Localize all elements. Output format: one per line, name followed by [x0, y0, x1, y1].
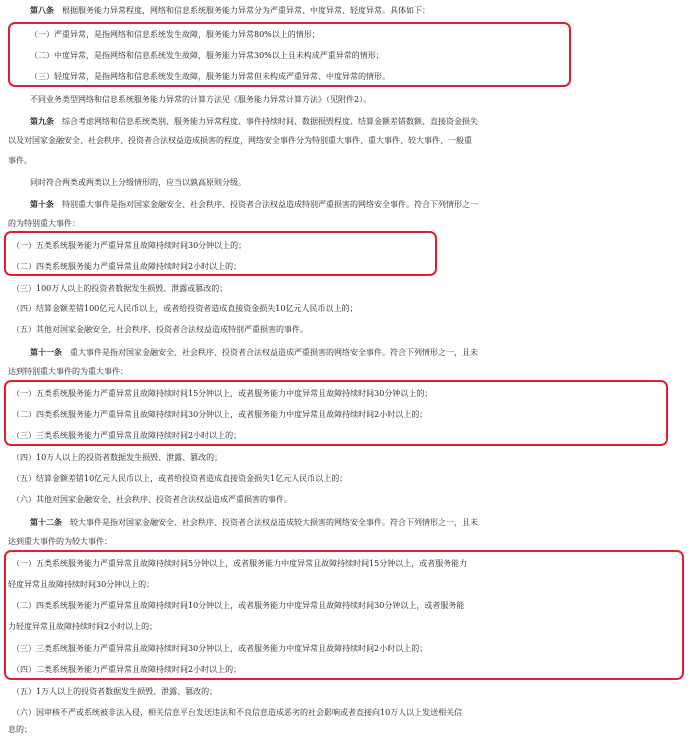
- article-10-line-1: [0, 196, 700, 213]
- article-12-item-6: （六）因审核不严或系统被非法入侵，相关信息平台发送违法和不良信息造成恶劣的社会影响或者直接向10万人以上发送相关信: [12, 708, 463, 717]
- article-text: 特别重大事件是指对国家金融安全、社会秩序、投资者合法权益造成特别严重损害的网络安全事件。符合下列情形之一: [62, 200, 478, 209]
- article-label: 第十二条: [30, 517, 62, 527]
- article-8-heading: [0, 2, 700, 19]
- article-12-line-2: 达到重大事件的为较大事件：: [8, 537, 112, 546]
- highlight-box-article-11: [4, 380, 668, 446]
- article-10-item-1: （一）五类系统服务能力严重异常且故障持续时间30分钟以上的；: [12, 241, 247, 250]
- article-12-item-1-cont: 轻度异常且故障持续时间30分钟以上的；: [8, 580, 155, 589]
- article-text: 综合考虑网络和信息系统类别、服务能力异常程度、事件持续时间、数据损毁程度、结算金额差错数额、直接资金损失: [62, 117, 478, 126]
- article-9-line-1: [0, 113, 700, 130]
- article-12-item-4: （四）二类系统服务能力严重异常且故障持续时间2小时以上的；: [12, 665, 242, 674]
- article-12-item-1: （一）五类系统服务能力严重异常且故障持续时间5分钟以上，或者服务能力中度异常且故障持续时间15分钟以上，或者服务能力: [12, 559, 468, 568]
- article-12-item-2: （二）四类系统服务能力严重异常且故障持续时间10分钟以上，或者服务能力中度异常且故障持续时间30分钟以上，或者服务能: [12, 601, 465, 610]
- article-8-note: 不同业务类型网络和信息系统服务能力异常的计算方法见《服务能力异常计算方法》（见附件2）。: [30, 95, 372, 104]
- article-11-item-1: （一）五类系统服务能力严重异常且故障持续时间15分钟以上，或者服务能力中度异常且故障持续时间30分钟以上的；: [12, 389, 433, 398]
- highlight-box-article-8: [8, 22, 571, 87]
- article-12-item-3: （三）三类系统服务能力严重异常且故障持续时间30分钟以上，或者服务能力中度异常且故障持续时间2小时以上的；: [12, 644, 428, 653]
- article-text: 重大事件是指对国家金融安全、社会秩序、投资者合法权益造成严重损害的网络安全事件。符合下列情形之一，且未: [70, 348, 478, 357]
- article-8-item-1: （一）严重异常，是指网络和信息系统发生故障，服务能力异常80%以上的情形；: [30, 30, 320, 39]
- article-11-item-4: （四）10万人以上的投资者数据发生损毁、泄露、篡改的；: [12, 453, 223, 462]
- article-9-line-2: 以及对国家金融安全、社会秩序、投资者合法权益造成损害的程度，网络安全事件分为特别重大事件、重大事件、较大事件、一般重: [8, 136, 472, 145]
- highlight-box-article-12: [4, 550, 684, 680]
- highlight-box-article-10: [4, 231, 437, 276]
- article-label: 第九条: [30, 116, 54, 126]
- article-8-item-3: （三）轻度异常，是指网络和信息系统发生故障，服务能力异常但未构成严重异常、中度异常的情形。: [30, 72, 390, 81]
- article-text: 较大事件是指对国家金融安全、社会秩序、投资者合法权益造成较大损害的网络安全事件。符合下列情形之一，且未: [70, 518, 478, 527]
- article-12-item-5: （五）1万人以上的投资者数据发生损毁、泄露、篡改的；: [12, 687, 218, 696]
- article-10-item-4: （四）结算金额差错100亿元人民币以上，或者给投资者造成直接资金损失10亿元人民币以上的；: [12, 304, 358, 313]
- article-label: 第十条: [30, 199, 54, 209]
- article-9-line-3: 事件。: [8, 156, 32, 165]
- article-10-item-5: （五）其他对国家金融安全、社会秩序、投资者合法权益造成特别严重损害的事件。: [12, 325, 308, 334]
- article-11-item-2: （二）四类系统服务能力严重异常且故障持续时间30分钟以上，或者服务能力中度异常且故障持续时间2小时以上的；: [12, 410, 428, 419]
- article-11-line-2: 达到特别重大事件的为重大事件：: [8, 367, 128, 376]
- article-11-item-3: （三）三类系统服务能力严重异常且故障持续时间2小时以上的；: [12, 431, 242, 440]
- article-8-item-2: （二）中度异常，是指网络和信息系统发生故障，服务能力异常30%以上且未构成严重异常的情形；: [30, 51, 384, 60]
- article-11-line-1: [0, 344, 700, 361]
- article-11-item-6: （六）其他对国家金融安全、社会秩序、投资者合法权益造成严重损害的事件。: [12, 495, 292, 504]
- article-10-item-2: （二）四类系统服务能力严重异常且故障持续时间2小时以上的；: [12, 262, 242, 271]
- article-label: 第八条: [30, 5, 54, 15]
- article-label: 第十一条: [30, 347, 62, 357]
- article-12-line-1: [0, 514, 700, 531]
- article-12-item-6-cont: 息的；: [8, 725, 32, 734]
- article-9-note: 同时符合两类或两类以上分级情形的，应当以孰高原则分级。: [30, 178, 246, 187]
- article-text: 根据服务能力异常程度，网络和信息系统服务能力异常分为严重异常、中度异常、轻度异常。具体如下：: [62, 6, 430, 15]
- article-12-item-2-cont: 力轻度异常且故障持续时间2小时以上的；: [8, 622, 158, 631]
- article-11-item-5: （五）结算金额差错10亿元人民币以上，或者给投资者造成直接资金损失1亿元人民币以上的；: [12, 474, 348, 483]
- article-10-item-3: （三）100万人以上的投资者数据发生损毁、泄露或篡改的；: [12, 284, 228, 293]
- article-10-line-2: 的为特别重大事件：: [8, 219, 80, 228]
